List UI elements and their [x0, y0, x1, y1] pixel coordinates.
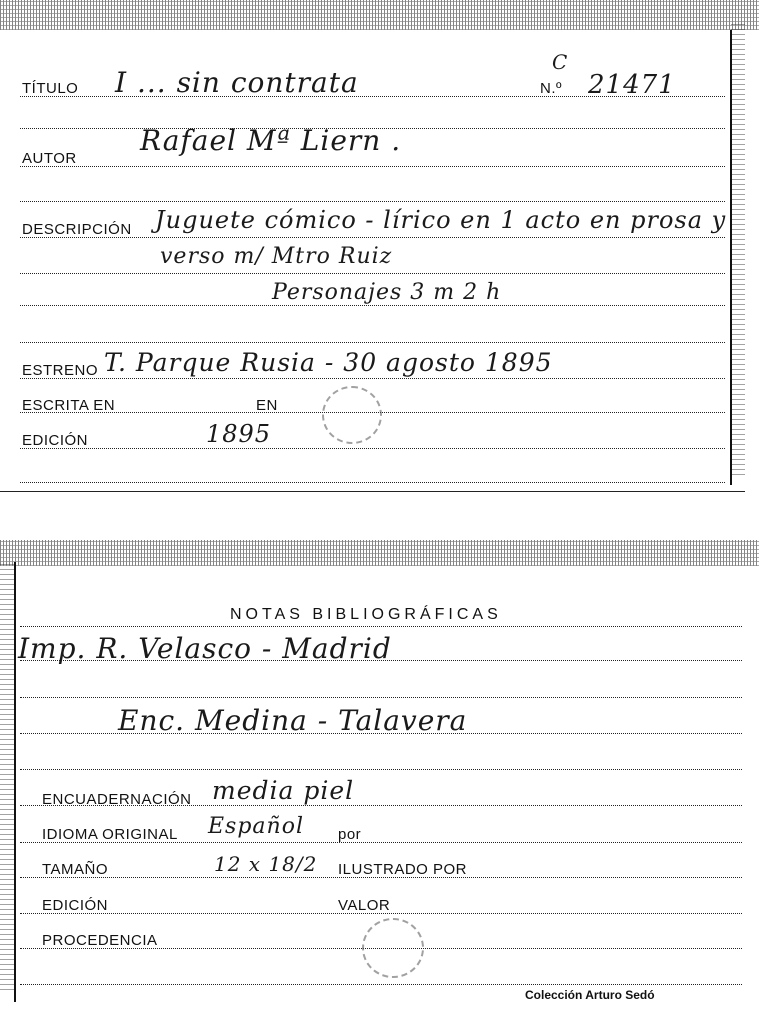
- numero-label: N.º: [540, 80, 562, 97]
- descripcion-line2: verso m/ Mtro Ruiz: [160, 244, 393, 269]
- numero-value: 21471: [588, 70, 676, 100]
- tamano-value: 12 x 18/2: [214, 852, 318, 876]
- rule-line: [20, 448, 725, 449]
- titulo-label: TÍTULO: [22, 80, 79, 97]
- valor-label: VALOR: [338, 897, 391, 914]
- card-right-edge: [731, 20, 745, 475]
- autor-label: AUTOR: [22, 150, 77, 167]
- tamano-label: TAMAÑO: [42, 861, 109, 878]
- card-right-border: [730, 30, 732, 485]
- rule-line: [20, 305, 725, 306]
- titulo-value: I ... sin contrata: [115, 66, 359, 99]
- notas-bibliograficas-heading: NOTAS BIBLIOGRÁFICAS: [230, 606, 502, 623]
- ilustrado-por-label: ILUSTRADO POR: [338, 861, 468, 878]
- edicion-value: 1895: [206, 420, 272, 448]
- descripcion-line3: Personajes 3 m 2 h: [272, 280, 502, 305]
- card-left-edge: [0, 560, 14, 990]
- procedencia-label: PROCEDENCIA: [42, 932, 158, 949]
- card-top-edge: [0, 0, 759, 30]
- encuadernacion-label: ENCUADERNACIÓN: [42, 791, 192, 808]
- escrita-en-label: ESCRITA EN: [22, 397, 116, 414]
- faded-stamp: [322, 386, 382, 444]
- card-left-border: [14, 562, 16, 1002]
- rule-line: [20, 273, 725, 274]
- rule-line: [20, 342, 725, 343]
- catalog-card-front: [0, 0, 759, 495]
- card-top-edge: [0, 540, 759, 566]
- rule-line: [20, 378, 725, 379]
- rule-line: [20, 984, 742, 985]
- edicion-back-label: EDICIÓN: [42, 897, 109, 914]
- numero-prefix: C: [552, 50, 569, 74]
- card-separator: [0, 491, 745, 492]
- idioma-original-label: IDIOMA ORIGINAL: [42, 826, 178, 843]
- en-label: EN: [256, 397, 278, 414]
- idioma-original-value: Español: [208, 814, 304, 839]
- edicion-label: EDICIÓN: [22, 432, 89, 449]
- nota-line1: Imp. R. Velasco - Madrid: [18, 632, 392, 665]
- por-label: por: [338, 826, 362, 843]
- rule-line: [20, 201, 725, 202]
- rule-line: [20, 697, 742, 698]
- descripcion-label: DESCRIPCIÓN: [22, 221, 132, 238]
- rule-line: [20, 626, 742, 627]
- estreno-label: ESTRENO: [22, 362, 99, 379]
- descripcion-line1: Juguete cómico - lírico en 1 acto en prosa y: [155, 206, 727, 234]
- rule-line: [20, 482, 725, 483]
- nota-line2: Enc. Medina - Talavera: [118, 704, 468, 737]
- encuadernacion-value: media piel: [212, 776, 355, 805]
- collection-credit: Colección Arturo Sedó: [525, 988, 655, 1002]
- rule-line: [20, 769, 742, 770]
- faded-stamp: [362, 918, 424, 978]
- rule-line: [20, 166, 725, 167]
- estreno-value: T. Parque Rusia - 30 agosto 1895: [104, 348, 553, 377]
- autor-value: Rafael Mª Liern .: [140, 124, 402, 157]
